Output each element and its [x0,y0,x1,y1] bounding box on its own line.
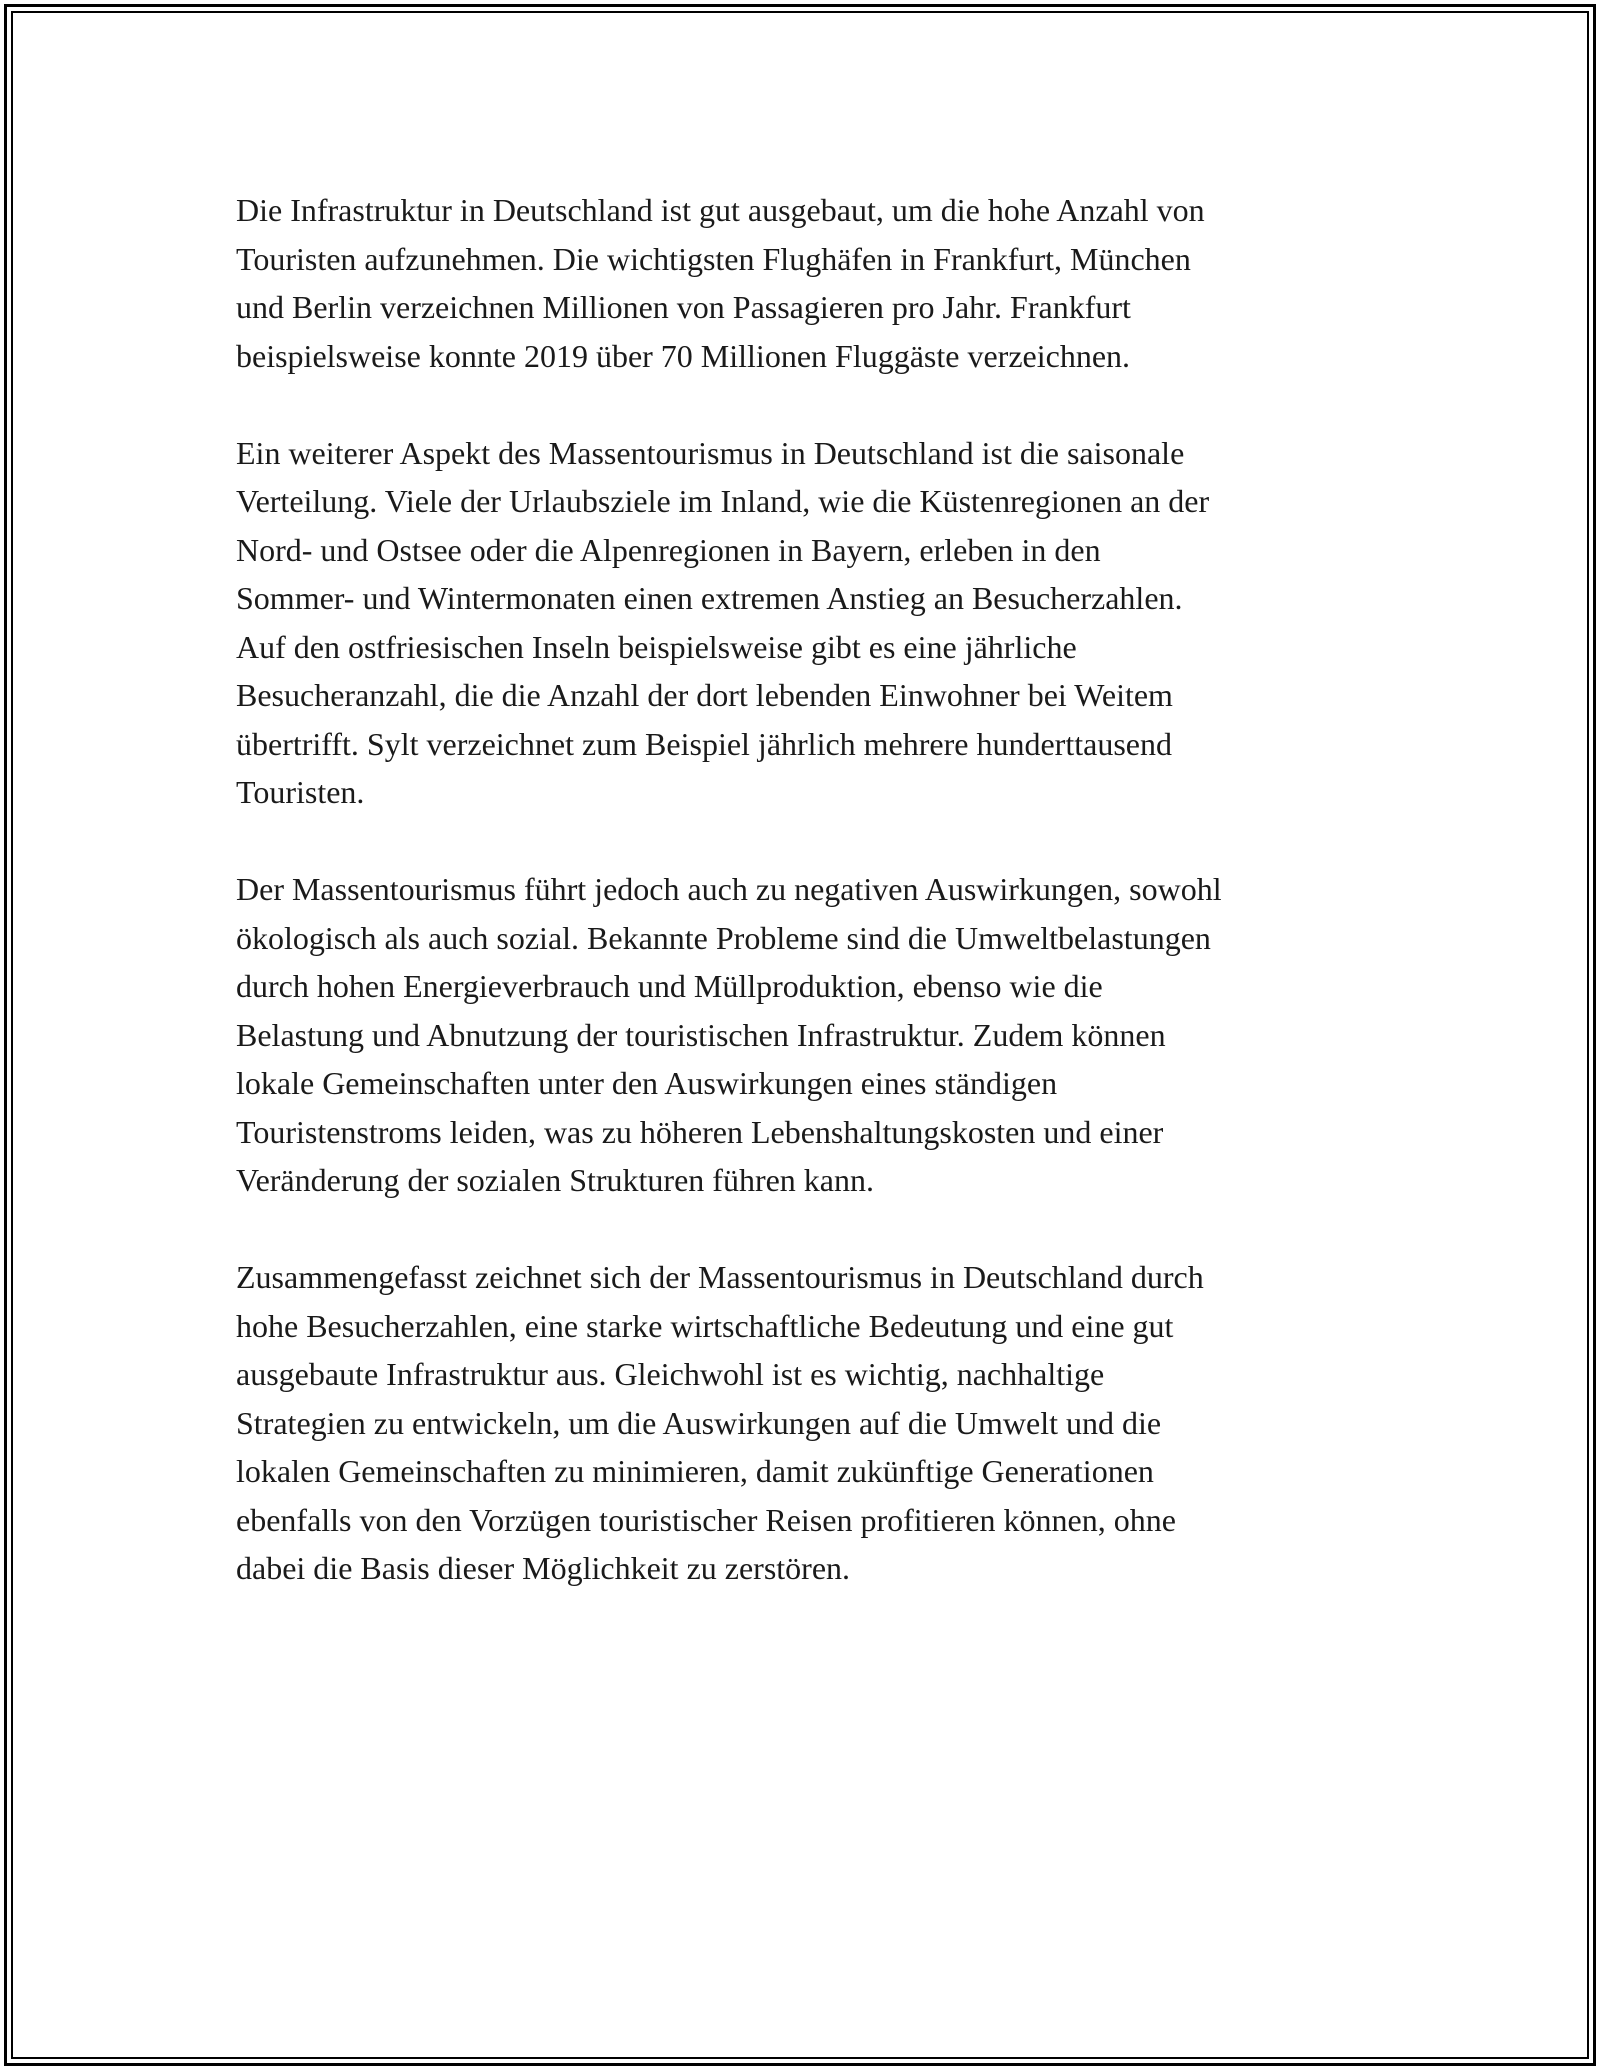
text-line: ökologisch als auch sozial. Bekannte Probleme sind die Umweltbelastungen [236,919,1211,956]
text-line: Touristen. [236,774,365,810]
text-line: Besucheranzahl, die die Anzahl der dort lebenden Einwohner bei Weitem [236,677,1173,713]
text-line: Auf den ostfriesischen Inseln beispielsweise gibt es eine jährliche [236,628,1077,665]
text-line: Belastung und Abnutzung der touristischen Infrastruktur. Zudem können [236,1016,1166,1053]
text-line: hohe Besucherzahlen, eine starke wirtschaftliche Bedeutung und eine gut [236,1307,1174,1344]
text-line: Touristen aufzunehmen. Die wichtigsten Flughäfen in Frankfurt, München [236,240,1191,277]
document-body [236,186,1396,1641]
text-line: übertrifft. Sylt verzeichnet zum Beispiel jährlich mehrere hunderttausend [236,725,1172,762]
text-line: Touristenstroms leiden, was zu höheren Lebenshaltungskosten und einer [236,1113,1164,1150]
text-line: Strategien zu entwickeln, um die Auswirkungen auf die Umwelt und die [236,1404,1162,1441]
text-line: ausgebaute Infrastruktur aus. Gleichwohl ist es wichtig, nachhaltige [236,1356,1105,1392]
text-line: durch hohen Energieverbrauch und Müllproduktion, ebenso wie die [236,968,1103,1004]
text-line: Veränderung der sozialen Strukturen führen kann. [236,1162,874,1198]
text-line: ebenfalls von den Vorzügen touristischer Reisen profitieren können, ohne [236,1501,1176,1538]
text-line: Verteilung. Viele der Urlaubsziele im Inland, wie die Küstenregionen an der [236,483,1210,519]
text-line: Zusammengefasst zeichnet sich der Massentourismus in Deutschland durch [236,1259,1204,1295]
text-line: lokalen Gemeinschaften zu minimieren, damit zukünftige Generationen [236,1453,1154,1489]
text-line: dabei die Basis dieser Möglichkeit zu zerstören. [236,1550,851,1586]
text-line: Ein weiterer Aspekt des Massentourismus in Deutschland ist die saisonale [236,434,1185,471]
text-line: und Berlin verzeichnen Millionen von Passagieren pro Jahr. Frankfurt [236,289,1131,325]
text-line: Die Infrastruktur in Deutschland ist gut ausgebaut, um die hohe Anzahl von [236,192,1205,228]
text-line: lokale Gemeinschaften unter den Auswirkungen eines ständigen [236,1065,1058,1101]
paragraph-conclusion [236,1253,1396,1593]
text-line: Sommer- und Wintermonaten einen extremen Anstieg an Besucherzahlen. [236,580,1183,616]
paragraph-seasonal-distribution [236,429,1396,817]
paragraph-infrastructure [236,186,1396,380]
paragraph-negative-effects [236,865,1396,1205]
text-line: Nord- und Ostsee oder die Alpenregionen in Bayern, erleben in den [236,531,1101,568]
text-line: Der Massentourismus führt jedoch auch zu negativen Auswirkungen, sowohl [236,871,1222,907]
text-line: beispielsweise konnte 2019 über 70 Millionen Fluggäste verzeichnen. [236,337,1131,374]
